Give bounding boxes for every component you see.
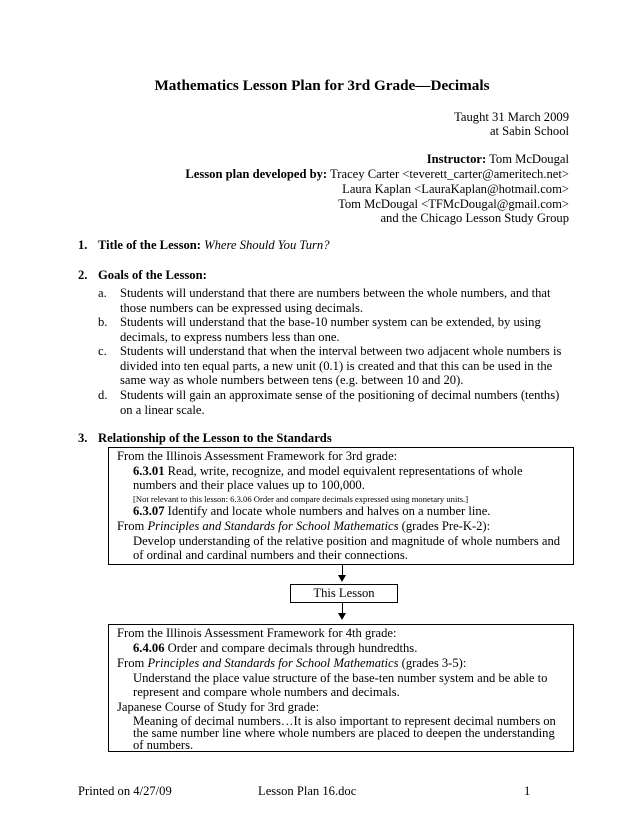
- pss-prek2: [117, 519, 490, 534]
- pss-3-5: [117, 656, 466, 671]
- pss-from: From: [117, 656, 145, 670]
- pss-grades: (grades Pre-K-2):: [401, 519, 491, 533]
- section-2-number: 2.: [78, 268, 88, 282]
- footer-filename: Lesson Plan 16.doc: [258, 784, 357, 798]
- developer-4: and the Chicago Lesson Study Group: [380, 211, 569, 225]
- japan-intro: Japanese Course of Study for 3rd grade:: [117, 700, 320, 714]
- section-1-label: Title of the Lesson:: [98, 238, 201, 252]
- pss-prek2-text-1: Develop understanding of the relative position and magnitude of whole numbers and: [133, 534, 561, 548]
- developer-3: Tom McDougal <TFMcDougal@gmail.com>: [338, 197, 569, 211]
- goal-a-letter: a.: [98, 286, 107, 300]
- footer-page-number: 1: [524, 784, 531, 798]
- standards-3rd-grade-box: [108, 447, 574, 565]
- goal-b: Students will understand that the base-10 number system can be extended, by using decimals, to express numbers less than one.: [120, 315, 541, 344]
- std-6-3-01-code: 6.3.01: [133, 464, 165, 478]
- instructor-line: [427, 152, 569, 167]
- pss-from: From: [117, 519, 145, 533]
- goal-b-letter: b.: [98, 315, 108, 329]
- school: at Sabin School: [489, 124, 569, 138]
- std-6-3-07-text: Identify and locate whole numbers and halves on a number line.: [167, 504, 491, 518]
- this-lesson-label: This Lesson: [313, 586, 375, 600]
- arrow-down-icon: [338, 613, 346, 620]
- japan-text-2: the same number line where whole numbers are placed to deepen the understanding: [133, 726, 555, 740]
- goal-c: Students will understand that when the interval between two adjacent whole numbers is divided into ten equal parts, a new unit (0.1) is created and that this can be used in the same way as whole numbers between tens (e.g. between 10 and 20).: [120, 344, 562, 388]
- pss-3-5-text-2: represent and compare whole numbers and decimals.: [133, 685, 400, 699]
- goal-d: Students will gain an approximate sense of the positioning of decimal numbers (tenths) on a linear scale.: [120, 388, 560, 417]
- page-title: Mathematics Lesson Plan for 3rd Grade—Decimals: [154, 77, 490, 94]
- section-3-number: 3.: [78, 431, 88, 445]
- lesson-title: Where Should You Turn?: [204, 238, 330, 252]
- section-1: [98, 238, 330, 253]
- instructor-label: Instructor:: [426, 152, 487, 166]
- developed-label: Lesson plan developed by:: [185, 167, 328, 181]
- instructor-name: Tom McDougal: [489, 152, 569, 166]
- developer-1: Tracey Carter <teverett_carter@ameritech.net>: [330, 167, 569, 181]
- std-6-3-07: [133, 504, 490, 519]
- not-relevant-note: [Not relevant to this lesson: 6.3.06 Order and compare decimals expressed using monetary units.]: [133, 494, 469, 504]
- box1-intro: From the Illinois Assessment Framework for 3rd grade:: [117, 449, 398, 463]
- standards-4th-grade-box: [108, 624, 574, 752]
- std-6-3-01-text-2: numbers and their place values up to 100,000.: [133, 478, 365, 492]
- goal-a: Students will understand that there are numbers between the whole numbers, and that those numbers can be expressed using decimals.: [120, 286, 551, 315]
- pss-3-5-text-1: Understand the place value structure of the base-ten number system and be able to: [133, 671, 548, 685]
- std-6-3-07-code: 6.3.07: [133, 504, 165, 518]
- japan-text-1: Meaning of decimal numbers…It is also important to represent decimal numbers on: [133, 714, 556, 728]
- std-6-4-06: [133, 641, 417, 656]
- std-6-3-01: [133, 464, 523, 479]
- developers-line: [185, 167, 569, 182]
- section-3-label: Relationship of the Lesson to the Standards: [98, 431, 332, 445]
- std-6-3-01-text: Read, write, recognize, and model equivalent representations of whole: [167, 464, 523, 478]
- taught-date: Taught 31 March 2009: [454, 110, 569, 124]
- section-1-number: 1.: [78, 238, 88, 252]
- pss-grades: (grades 3-5):: [401, 656, 467, 670]
- pss-title: Principles and Standards for School Mathematics: [147, 656, 399, 670]
- arrow-down-icon: [338, 575, 346, 582]
- std-6-4-06-text: Order and compare decimals through hundredths.: [167, 641, 418, 655]
- box2-intro: From the Illinois Assessment Framework for 4th grade:: [117, 626, 397, 640]
- japan-text-3: of numbers.: [133, 738, 194, 752]
- footer-printed: Printed on 4/27/09: [78, 784, 172, 798]
- goal-c-letter: c.: [98, 344, 107, 358]
- goal-d-letter: d.: [98, 388, 108, 402]
- std-6-4-06-code: 6.4.06: [133, 641, 165, 655]
- pss-title: Principles and Standards for School Mathematics: [147, 519, 399, 533]
- pss-prek2-text-2: of ordinal and cardinal numbers and their connections.: [133, 548, 408, 562]
- developer-2: Laura Kaplan <LauraKaplan@hotmail.com>: [342, 182, 569, 196]
- this-lesson-box: [290, 584, 398, 603]
- section-2-label: Goals of the Lesson:: [98, 268, 207, 282]
